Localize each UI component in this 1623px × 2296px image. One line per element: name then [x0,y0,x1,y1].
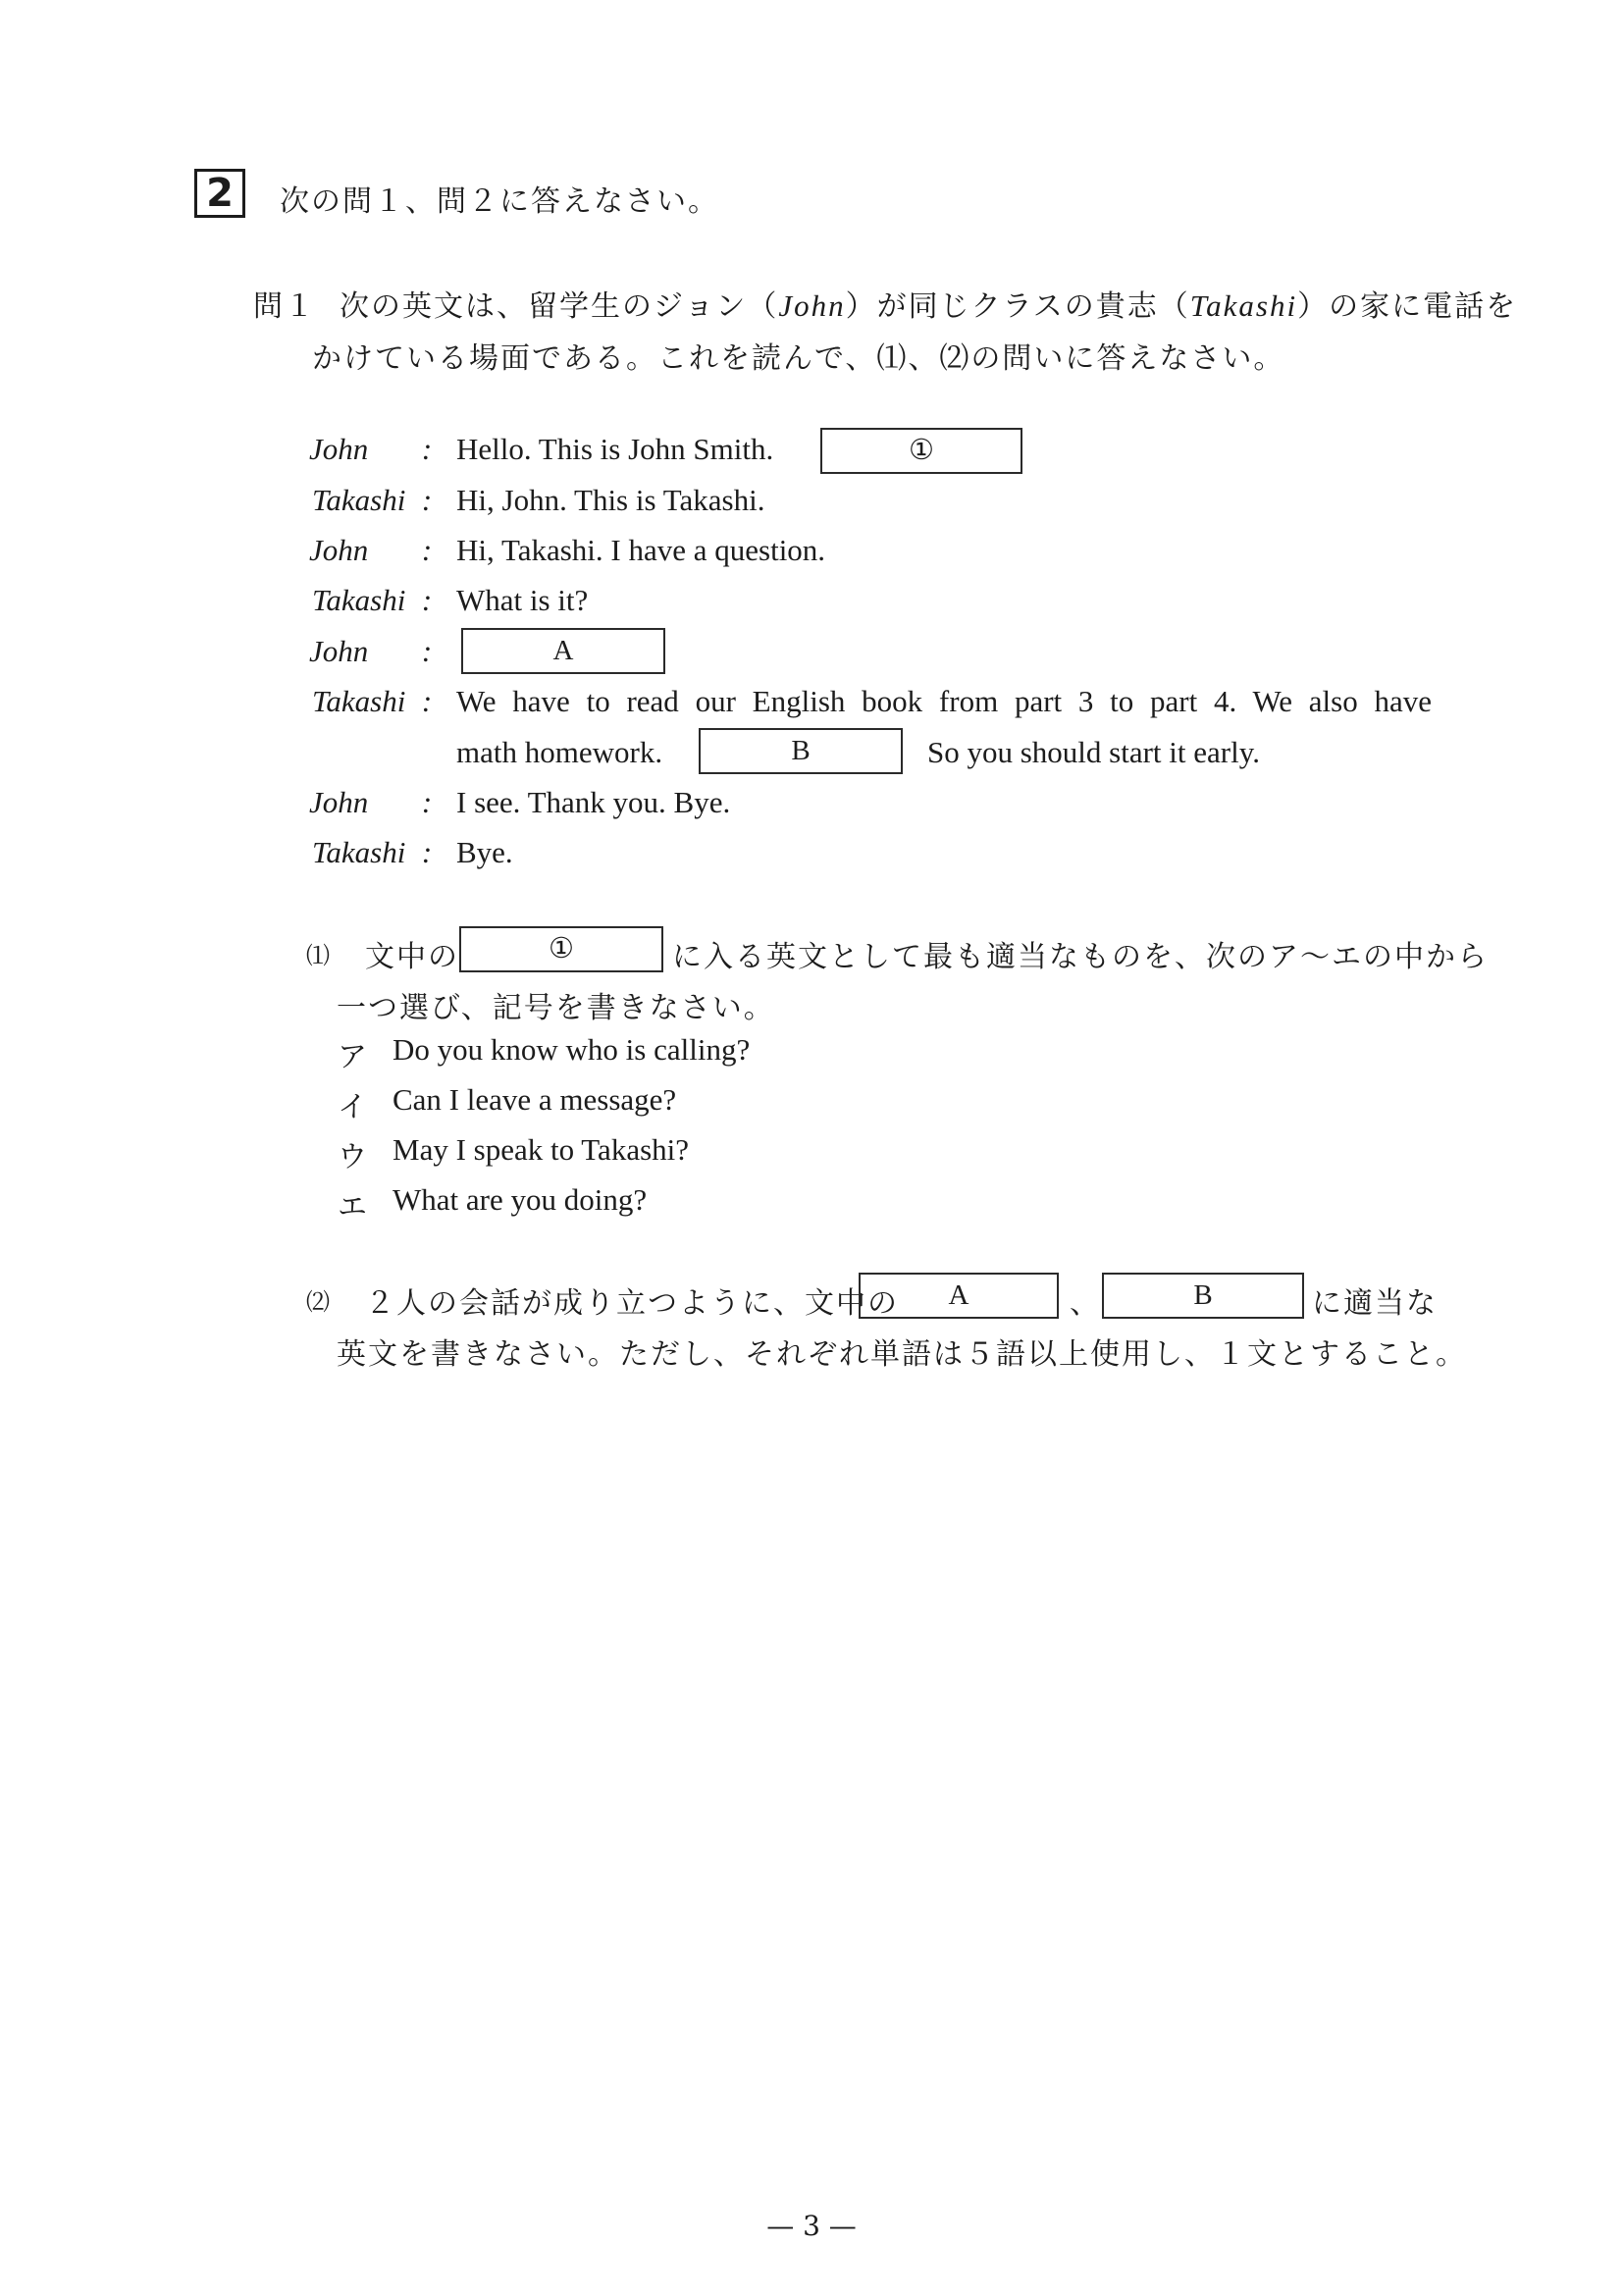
option-mark: エ [338,1190,369,1225]
blank-1: ① [820,428,1022,474]
speaker-colon: : [421,634,433,668]
sub1-text-pre: 文中の [365,940,459,974]
section-number: 2 [194,169,245,218]
dialogue-line: Hi, Takashi. I have a question. [456,533,826,567]
speaker-colon: : [421,684,433,718]
option-text: What are you doing? [393,1182,648,1217]
blank-a: A [461,628,665,674]
speaker-colon: : [421,533,433,567]
speaker-takashi: Takashi [312,684,406,718]
sub2-line2: 英文を書きなさい。ただし、それぞれ単語は５語以上使用し、１文とすること。 [337,1337,1467,1372]
dialogue-line: Hi, John. This is Takashi. [456,483,765,517]
sub2-text-pre: ２人の会話が成り立つように、文中の [365,1286,899,1321]
sub2-label: ⑵ [306,1288,332,1316]
q1-intro [340,282,1517,325]
blank-a-ref: A [859,1273,1059,1319]
dialogue-line: Bye. [456,835,513,869]
q1-intro-part: ）が同じクラスの貴志（ [845,289,1190,324]
speaker-colon: : [421,483,433,517]
dialogue-line: Hello. This is John Smith. [456,432,774,466]
speaker-takashi: Takashi [312,583,406,617]
q1-intro-line2: かけている場面である。これを読んで、⑴、⑵の問いに答えなさい。 [312,341,1285,376]
speaker-john: John [309,432,369,466]
dialogue-line: We have to read our English book from part 3 to part 4. We also have [456,684,1432,718]
speaker-colon: : [421,432,433,466]
option-mark: イ [338,1090,369,1124]
speaker-john: John [309,785,369,819]
blank-b: B [699,728,903,774]
sub1-label: ⑴ [306,942,332,969]
q1-intro-takashi: Takashi [1189,288,1298,323]
speaker-colon: : [421,835,433,869]
dialogue-line: So you should start it early. [927,735,1260,769]
speaker-colon: : [421,785,433,819]
speaker-john: John [309,634,369,668]
sub2-text-post: に適当な [1312,1286,1438,1321]
section-instruction: 次の問１、問２に答えなさい。 [280,184,719,219]
option-text: Do you know who is calling? [393,1032,751,1067]
speaker-takashi: Takashi [312,835,406,869]
sub1-text-post: に入る英文として最も適当なものを、次のア～エの中から [672,940,1489,974]
q1-intro-part: ）の家に電話を [1297,289,1518,324]
page-number: — 3 — [766,2210,857,2242]
sub2-sep: 、 [1070,1286,1101,1321]
speaker-takashi: Takashi [312,483,406,517]
q1-label: 問１ [253,289,316,324]
dialogue-line: What is it? [456,583,589,617]
dialogue-line: math homework. [456,735,663,769]
sub1-line2: 一つ選び、記号を書きなさい。 [337,991,775,1025]
speaker-colon: : [421,583,433,617]
blank-1-ref: ① [459,926,663,972]
q1-intro-part: 次の英文は、留学生のジョン（ [340,289,779,324]
q1-intro-john: John [778,288,846,323]
option-mark: ウ [338,1140,369,1174]
dialogue-line: I see. Thank you. Bye. [456,785,731,819]
speaker-john: John [309,533,369,567]
option-text: May I speak to Takashi? [393,1132,690,1167]
blank-b-ref: B [1102,1273,1304,1319]
option-mark: ア [338,1040,369,1074]
option-text: Can I leave a message? [393,1082,677,1117]
